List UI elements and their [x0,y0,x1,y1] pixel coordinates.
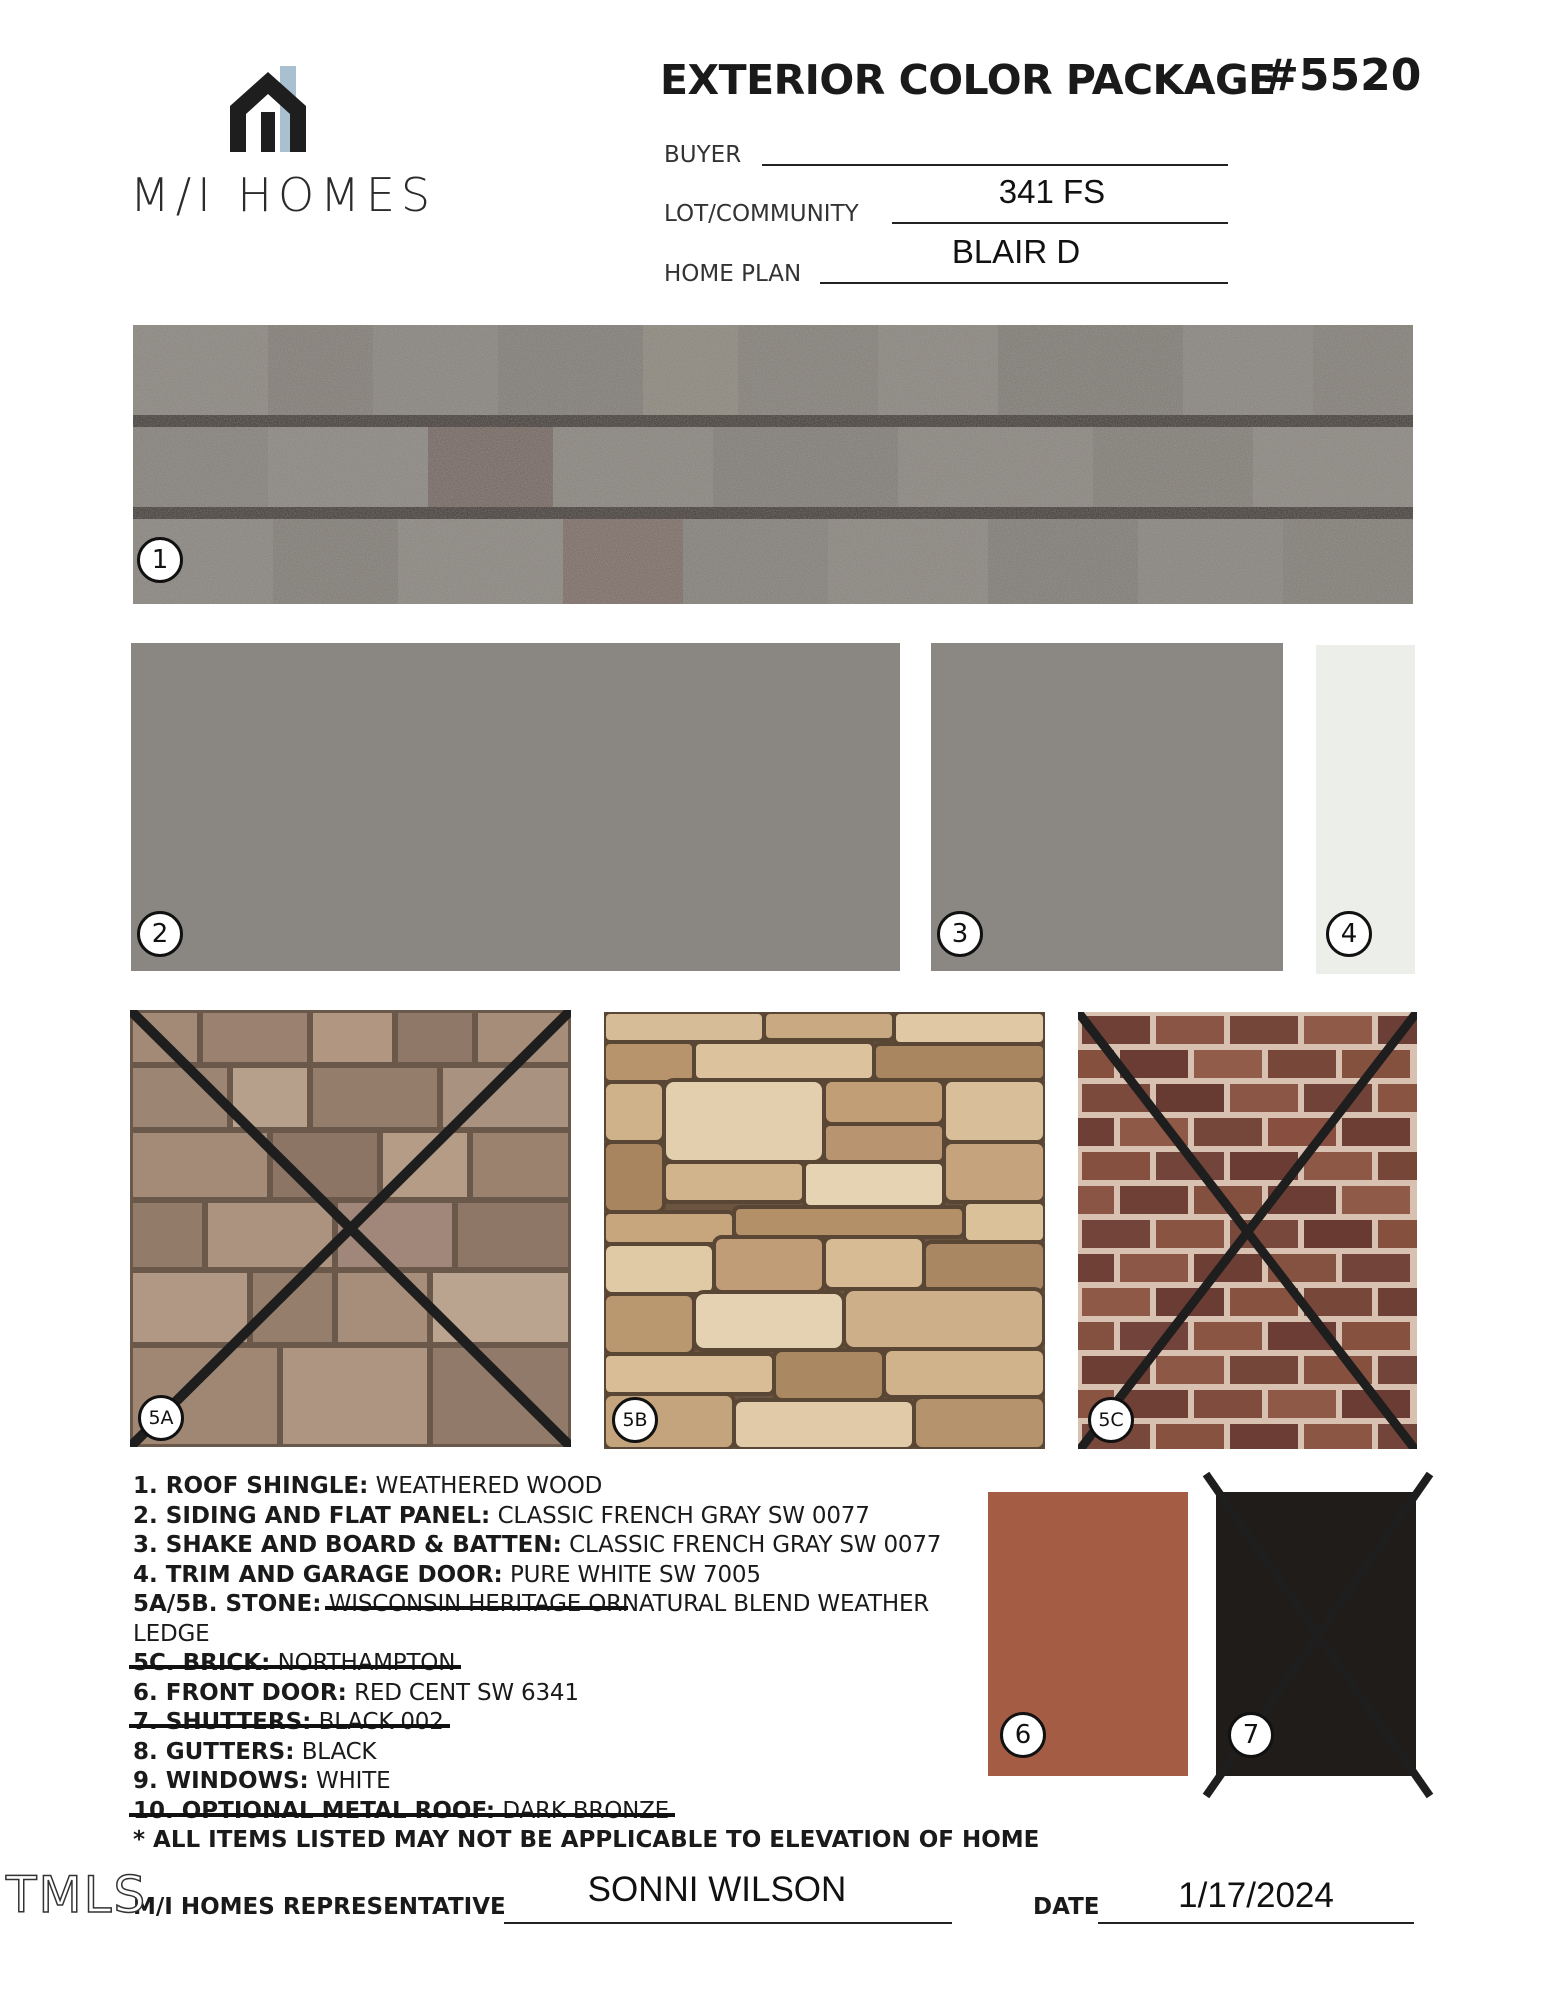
date-label: DATE [1033,1894,1100,1920]
date-value[interactable]: 1/17/2024 [1178,1876,1334,1915]
badge-5b: 5B [612,1397,658,1443]
buyer-line [762,164,1228,166]
brand-name: M/I HOMES [130,168,437,222]
stone-5a-swatch [130,1010,571,1447]
badge-3: 3 [937,911,983,957]
brick-5c-swatch [1078,1012,1417,1449]
legend-row-front-door: 6. FRONT DOOR: RED CENT SW 6341 [133,1679,579,1706]
shutters-swatch [1200,1470,1436,1802]
buyer-label: BUYER [664,142,742,168]
badge-2: 2 [137,911,183,957]
rep-label: M/I HOMES REPRESENTATIVE [133,1894,506,1920]
siding-swatch [131,643,900,971]
mls-watermark: TMLS [6,1866,148,1924]
trim-swatch [1316,645,1415,974]
home-plan-value[interactable]: BLAIR D [951,233,1081,270]
applicability-note: * ALL ITEMS LISTED MAY NOT BE APPLICABLE TO ELEVATION OF HOME [133,1827,1040,1853]
badge-4: 4 [1326,911,1372,957]
badge-7: 7 [1228,1712,1274,1758]
legend-row-roof: 1. ROOF SHINGLE: WEATHERED WOOD [133,1473,603,1499]
roof-shingle-swatch [133,325,1413,604]
legend-row-windows: 9. WINDOWS: WHITE [133,1768,391,1794]
package-number: #5520 [1262,50,1422,101]
legend-row-shutters: 7. SHUTTERS: BLACK 002 [133,1708,993,1738]
crossed-out-mark [1078,1012,1417,1449]
lot-community-line [892,222,1228,224]
home-plan-label: HOME PLAN [664,261,802,287]
crossed-out-mark [130,1010,571,1447]
badge-5a: 5A [138,1395,184,1441]
legend-row-gutters: 8. GUTTERS: BLACK [133,1738,377,1765]
legend-row-stone-cont: LEDGE [133,1620,210,1647]
badge-1: 1 [137,537,183,583]
shake-swatch [931,643,1283,971]
stone-5b-swatch [604,1012,1045,1449]
badge-6: 6 [1000,1712,1046,1758]
rep-line [504,1922,952,1924]
legend-row-stone: 5A/5B. STONE: WISCONSIN HERITAGE ORNATURAL BLEND WEATHER [133,1590,993,1620]
legend-row-siding: 2. SIDING AND FLAT PANEL: CLASSIC FRENCH GRAY SW 0077 [133,1502,870,1529]
date-line [1098,1922,1414,1924]
mi-homes-logo-icon [226,64,326,154]
legend-row-metal-roof: 10. OPTIONAL METAL ROOF: DARK BRONZE [133,1797,993,1827]
lot-community-label: LOT/COMMUNITY [664,201,859,227]
legend-row-brick: 5C. BRICK: NORTHAMPTON [133,1649,993,1679]
lot-community-value[interactable]: 341 FS [998,173,1106,210]
front-door-swatch [988,1492,1188,1776]
home-plan-line [820,282,1228,284]
page-title: EXTERIOR COLOR PACKAGE [660,56,1276,104]
legend-row-trim: 4. TRIM AND GARAGE DOOR: PURE WHITE SW 7005 [133,1561,761,1588]
legend-row-shake: 3. SHAKE AND BOARD & BATTEN: CLASSIC FRENCH GRAY SW 0077 [133,1532,942,1558]
badge-5c: 5C [1088,1397,1134,1443]
selection-legend [133,1472,1040,1856]
rep-value[interactable]: SONNI WILSON [587,1870,847,1909]
